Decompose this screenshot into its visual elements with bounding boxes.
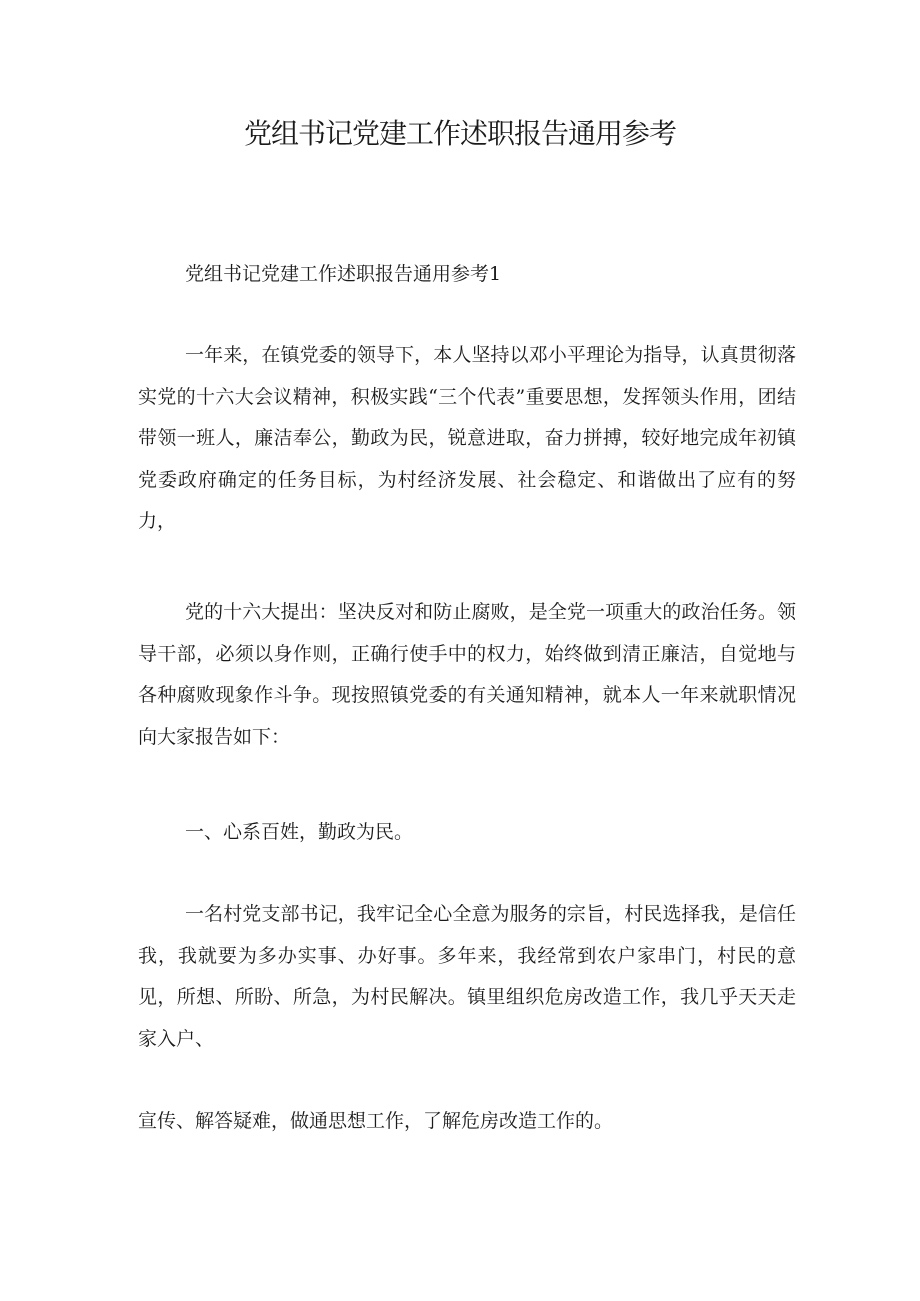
paragraph-intro: 一年来，在镇党委的领导下，本人坚持以邓小平理论为指导，认真贯彻落实党的十六大会议精神，积极实践“三个代表”重要思想，发挥领头作用，团结带领一班人，廉洁奉公，勤政为民，锐意进取，奋力拼搏，较好地完成年初镇党委政府确定的任务目标，为村经济发展、社会稳定、和谐做出了应有的努力，	[138, 344, 796, 532]
paragraph-anticorruption: 党的十六大提出：坚决反对和防止腐败，是全党一项重大的政治任务。领导干部，必须以身作则，正确行使手中的权力，始终做到清正廉洁，自觉地与各种腐败现象作斗争。现按照镇党委的有关通知精神，就本人一年来就职情况向大家报告如下：	[138, 601, 796, 748]
paragraph-continuation: 宣传、解答疑难，做通思想工作，了解危房改造工作的。	[138, 1110, 614, 1132]
section-heading-1: 一、心系百姓，勤政为民。	[185, 821, 414, 843]
section-subheading: 党组书记党建工作述职报告通用参考1	[185, 263, 502, 285]
document-title: 党组书记党建工作述职报告通用参考	[243, 117, 676, 150]
paragraph-village-secretary: 一名村党支部书记，我牢记全心全意为服务的宗旨，村民选择我，是信任我，我就要为多办实事、办好事。多年来，我经常到农户家串门，村民的意见，所想、所盼、所急，为村民解决。镇里组织危房改造工作，我几乎天天走家入户、	[138, 903, 796, 1050]
